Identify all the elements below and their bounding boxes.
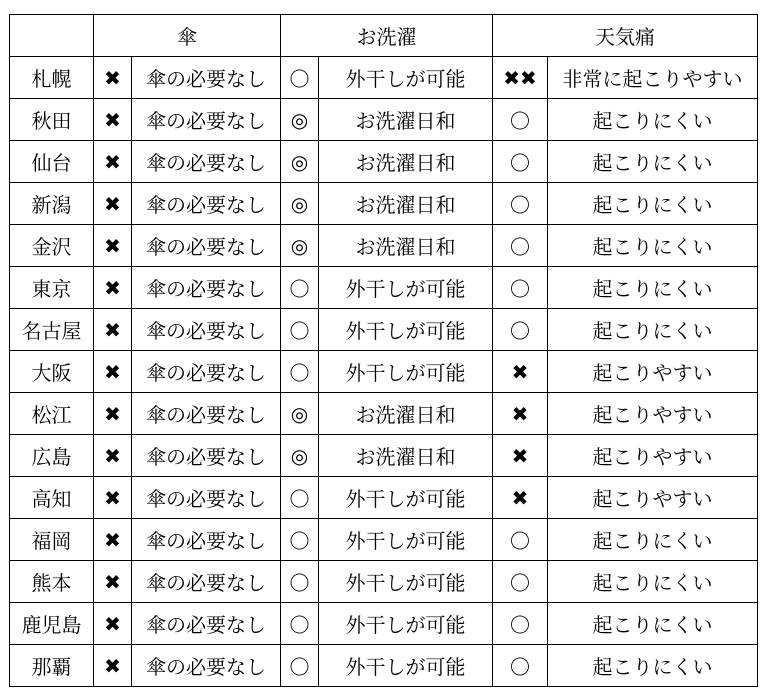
headache-circle-icon: 〇 xyxy=(493,309,548,351)
headache-text: 起こりにくい xyxy=(548,645,758,687)
table-row xyxy=(10,393,758,435)
header-city xyxy=(10,15,94,57)
table-row xyxy=(10,603,758,645)
laundry-circle-icon: 〇 xyxy=(281,309,319,351)
umbrella-text: 傘の必要なし xyxy=(132,309,281,351)
table-row xyxy=(10,561,758,603)
city-cell: 仙台 xyxy=(10,141,94,183)
headache-circle-icon: 〇 xyxy=(493,99,548,141)
umbrella-cross-icon: ✖ xyxy=(94,225,132,267)
umbrella-cross-icon: ✖ xyxy=(94,141,132,183)
laundry-double-circle-icon: ◎ xyxy=(281,141,319,183)
headache-text: 起こりやすい xyxy=(548,477,758,519)
table-row xyxy=(10,477,758,519)
city-cell: 名古屋 xyxy=(10,309,94,351)
headache-text: 起こりにくい xyxy=(548,225,758,267)
headache-cross-icon: ✖ xyxy=(493,351,548,393)
umbrella-text: 傘の必要なし xyxy=(132,645,281,687)
umbrella-cross-icon: ✖ xyxy=(94,309,132,351)
umbrella-text: 傘の必要なし xyxy=(132,183,281,225)
headache-circle-icon: 〇 xyxy=(493,519,548,561)
laundry-double-circle-icon: ◎ xyxy=(281,225,319,267)
umbrella-cross-icon: ✖ xyxy=(94,435,132,477)
laundry-circle-icon: 〇 xyxy=(281,645,319,687)
table-row xyxy=(10,645,758,687)
laundry-circle-icon: 〇 xyxy=(281,351,319,393)
headache-text: 起こりにくい xyxy=(548,519,758,561)
headache-text: 起こりやすい xyxy=(548,435,758,477)
umbrella-text: 傘の必要なし xyxy=(132,435,281,477)
umbrella-cross-icon: ✖ xyxy=(94,351,132,393)
headache-circle-icon: 〇 xyxy=(493,225,548,267)
umbrella-cross-icon: ✖ xyxy=(94,267,132,309)
umbrella-cross-icon: ✖ xyxy=(94,519,132,561)
umbrella-cross-icon: ✖ xyxy=(94,183,132,225)
city-cell: 高知 xyxy=(10,477,94,519)
table-row xyxy=(10,99,758,141)
laundry-text: 外干しが可能 xyxy=(319,309,493,351)
city-cell: 熊本 xyxy=(10,561,94,603)
city-cell: 秋田 xyxy=(10,99,94,141)
laundry-text: 外干しが可能 xyxy=(319,477,493,519)
laundry-text: 外干しが可能 xyxy=(319,603,493,645)
umbrella-text: 傘の必要なし xyxy=(132,267,281,309)
umbrella-cross-icon: ✖ xyxy=(94,561,132,603)
umbrella-text: 傘の必要なし xyxy=(132,561,281,603)
umbrella-text: 傘の必要なし xyxy=(132,519,281,561)
laundry-text: お洗濯日和 xyxy=(319,99,493,141)
laundry-text: 外干しが可能 xyxy=(319,519,493,561)
laundry-text: 外干しが可能 xyxy=(319,561,493,603)
city-cell: 新潟 xyxy=(10,183,94,225)
laundry-text: 外干しが可能 xyxy=(319,267,493,309)
laundry-text: お洗濯日和 xyxy=(319,435,493,477)
laundry-circle-icon: 〇 xyxy=(281,603,319,645)
headache-text: 非常に起こりやすい xyxy=(548,57,758,99)
laundry-double-circle-icon: ◎ xyxy=(281,393,319,435)
laundry-text: お洗濯日和 xyxy=(319,183,493,225)
table-row xyxy=(10,225,758,267)
laundry-text: お洗濯日和 xyxy=(319,141,493,183)
laundry-text: 外干しが可能 xyxy=(319,57,493,99)
headache-text: 起こりにくい xyxy=(548,141,758,183)
umbrella-text: 傘の必要なし xyxy=(132,57,281,99)
umbrella-cross-icon: ✖ xyxy=(94,57,132,99)
city-cell: 鹿児島 xyxy=(10,603,94,645)
table-row xyxy=(10,435,758,477)
table-row xyxy=(10,183,758,225)
city-cell: 福岡 xyxy=(10,519,94,561)
headache-cross-icon: ✖ xyxy=(493,477,548,519)
laundry-text: 外干しが可能 xyxy=(319,645,493,687)
header-headache: 天気痛 xyxy=(493,15,758,57)
umbrella-cross-icon: ✖ xyxy=(94,645,132,687)
umbrella-cross-icon: ✖ xyxy=(94,477,132,519)
umbrella-text: 傘の必要なし xyxy=(132,351,281,393)
city-cell: 広島 xyxy=(10,435,94,477)
table-row xyxy=(10,351,758,393)
headache-circle-icon: 〇 xyxy=(493,183,548,225)
headache-circle-icon: 〇 xyxy=(493,645,548,687)
table-row xyxy=(10,141,758,183)
umbrella-text: 傘の必要なし xyxy=(132,99,281,141)
headache-circle-icon: 〇 xyxy=(493,603,548,645)
headache-text: 起こりにくい xyxy=(548,267,758,309)
city-cell: 那覇 xyxy=(10,645,94,687)
table-body xyxy=(10,57,758,687)
header-laundry: お洗濯 xyxy=(281,15,493,57)
headache-text: 起こりやすい xyxy=(548,351,758,393)
headache-circle-icon: 〇 xyxy=(493,267,548,309)
laundry-circle-icon: 〇 xyxy=(281,57,319,99)
headache-circle-icon: 〇 xyxy=(493,141,548,183)
laundry-circle-icon: 〇 xyxy=(281,477,319,519)
laundry-text: お洗濯日和 xyxy=(319,393,493,435)
header-row xyxy=(10,15,758,57)
umbrella-text: 傘の必要なし xyxy=(132,225,281,267)
headache-text: 起こりにくい xyxy=(548,603,758,645)
umbrella-cross-icon: ✖ xyxy=(94,393,132,435)
table-row xyxy=(10,309,758,351)
umbrella-text: 傘の必要なし xyxy=(132,141,281,183)
laundry-circle-icon: 〇 xyxy=(281,519,319,561)
city-cell: 松江 xyxy=(10,393,94,435)
headache-cross-icon: ✖ xyxy=(493,435,548,477)
headache-cross-icon: ✖✖ xyxy=(493,57,548,99)
headache-text: 起こりにくい xyxy=(548,561,758,603)
headache-text: 起こりやすい xyxy=(548,393,758,435)
laundry-text: お洗濯日和 xyxy=(319,225,493,267)
city-cell: 東京 xyxy=(10,267,94,309)
umbrella-cross-icon: ✖ xyxy=(94,603,132,645)
headache-text: 起こりにくい xyxy=(548,309,758,351)
table-row xyxy=(10,57,758,99)
table-row xyxy=(10,267,758,309)
city-cell: 札幌 xyxy=(10,57,94,99)
umbrella-text: 傘の必要なし xyxy=(132,477,281,519)
laundry-double-circle-icon: ◎ xyxy=(281,99,319,141)
umbrella-cross-icon: ✖ xyxy=(94,99,132,141)
laundry-double-circle-icon: ◎ xyxy=(281,435,319,477)
headache-text: 起こりにくい xyxy=(548,99,758,141)
umbrella-text: 傘の必要なし xyxy=(132,603,281,645)
city-cell: 大阪 xyxy=(10,351,94,393)
header-umbrella: 傘 xyxy=(94,15,281,57)
laundry-circle-icon: 〇 xyxy=(281,561,319,603)
laundry-text: 外干しが可能 xyxy=(319,351,493,393)
laundry-double-circle-icon: ◎ xyxy=(281,183,319,225)
table-row xyxy=(10,519,758,561)
headache-cross-icon: ✖ xyxy=(493,393,548,435)
umbrella-text: 傘の必要なし xyxy=(132,393,281,435)
headache-circle-icon: 〇 xyxy=(493,561,548,603)
laundry-circle-icon: 〇 xyxy=(281,267,319,309)
headache-text: 起こりにくい xyxy=(548,183,758,225)
city-cell: 金沢 xyxy=(10,225,94,267)
weather-forecast-table xyxy=(9,14,758,687)
